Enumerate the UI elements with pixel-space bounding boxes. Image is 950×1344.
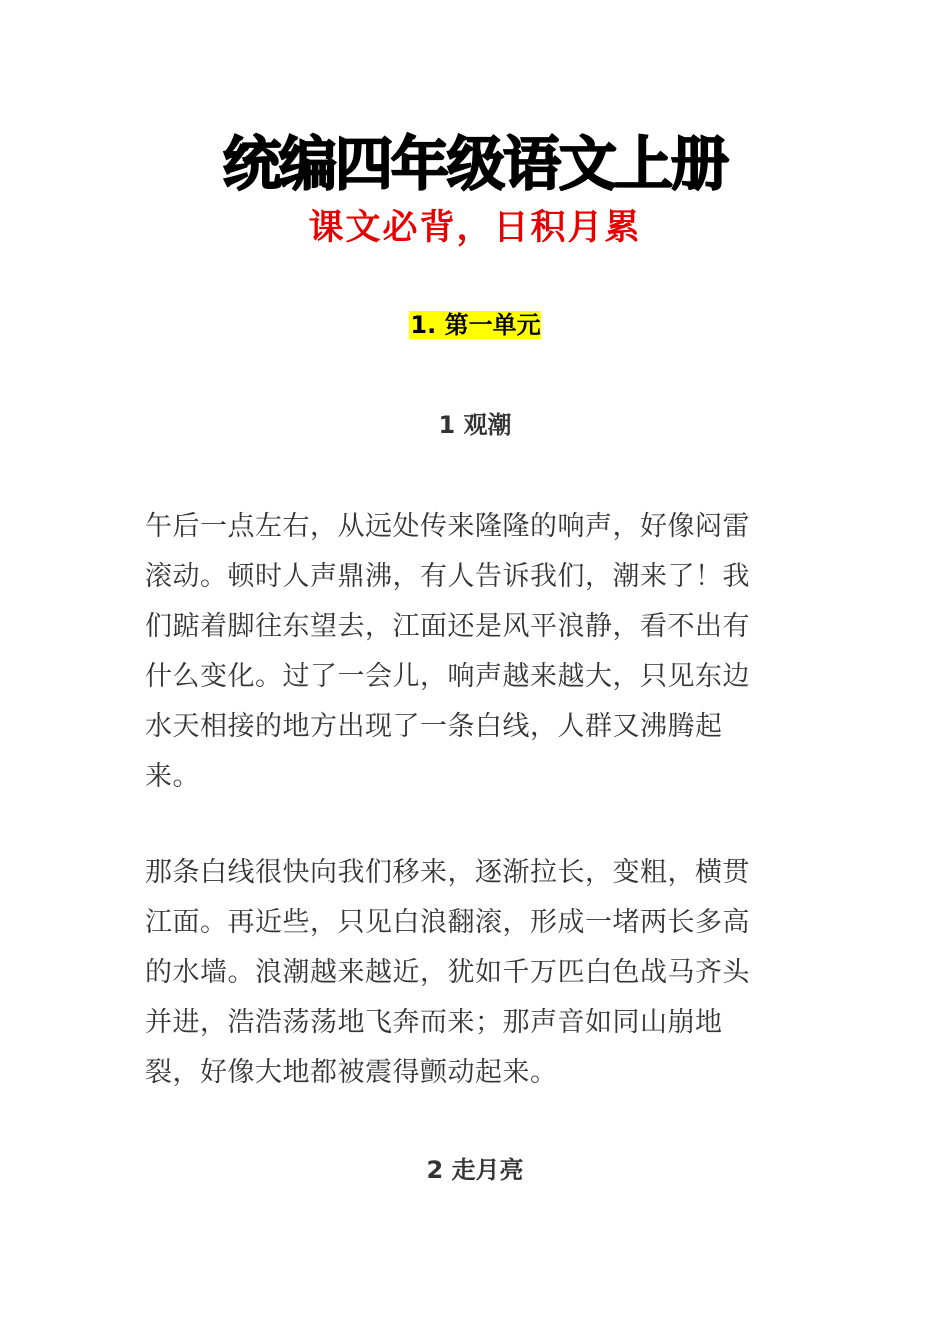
text-line: 那条白线很快向我们移来，逐渐拉长，变粗，横贯 (145, 857, 750, 888)
lesson-title-1: 1 观潮 (438, 411, 512, 439)
document-title: 统编四年级语文上册 (222, 130, 727, 198)
lesson-title-2: 2 走月亮 (426, 1156, 524, 1184)
text-line: 来。 (145, 761, 200, 792)
text-line: 裂，好像大地都被震得颤动起来。 (145, 1057, 558, 1088)
unit-heading-highlight: 1. 第一单元 (410, 311, 541, 339)
unit-heading (0, 308, 950, 342)
text-line: 的水墙。浪潮越来越近，犹如千万匹白色战马齐头 (145, 957, 750, 988)
text-line: 什么变化。过了一会儿，响声越来越大，只见东边 (145, 661, 750, 692)
lesson-1-paragraph-1 (145, 502, 795, 802)
text-line: 并进，浩浩荡荡地飞奔而来；那声音如同山崩地 (145, 1007, 723, 1038)
document-subtitle: 课文必背，日积月累 (308, 208, 642, 248)
text-line: 水天相接的地方出现了一条白线，人群又沸腾起 (145, 711, 723, 742)
text-line: 们踮着脚往东望去，江面还是风平浪静，看不出有 (145, 611, 750, 642)
lesson-1-paragraph-2 (145, 848, 795, 1098)
text-line: 江面。再近些，只见白浪翻滚，形成一堵两长多高 (145, 907, 750, 938)
text-line: 滚动。顿时人声鼎沸，有人告诉我们，潮来了！我 (145, 561, 750, 592)
text-line: 午后一点左右，从远处传来隆隆的响声，好像闷雷 (145, 511, 750, 542)
